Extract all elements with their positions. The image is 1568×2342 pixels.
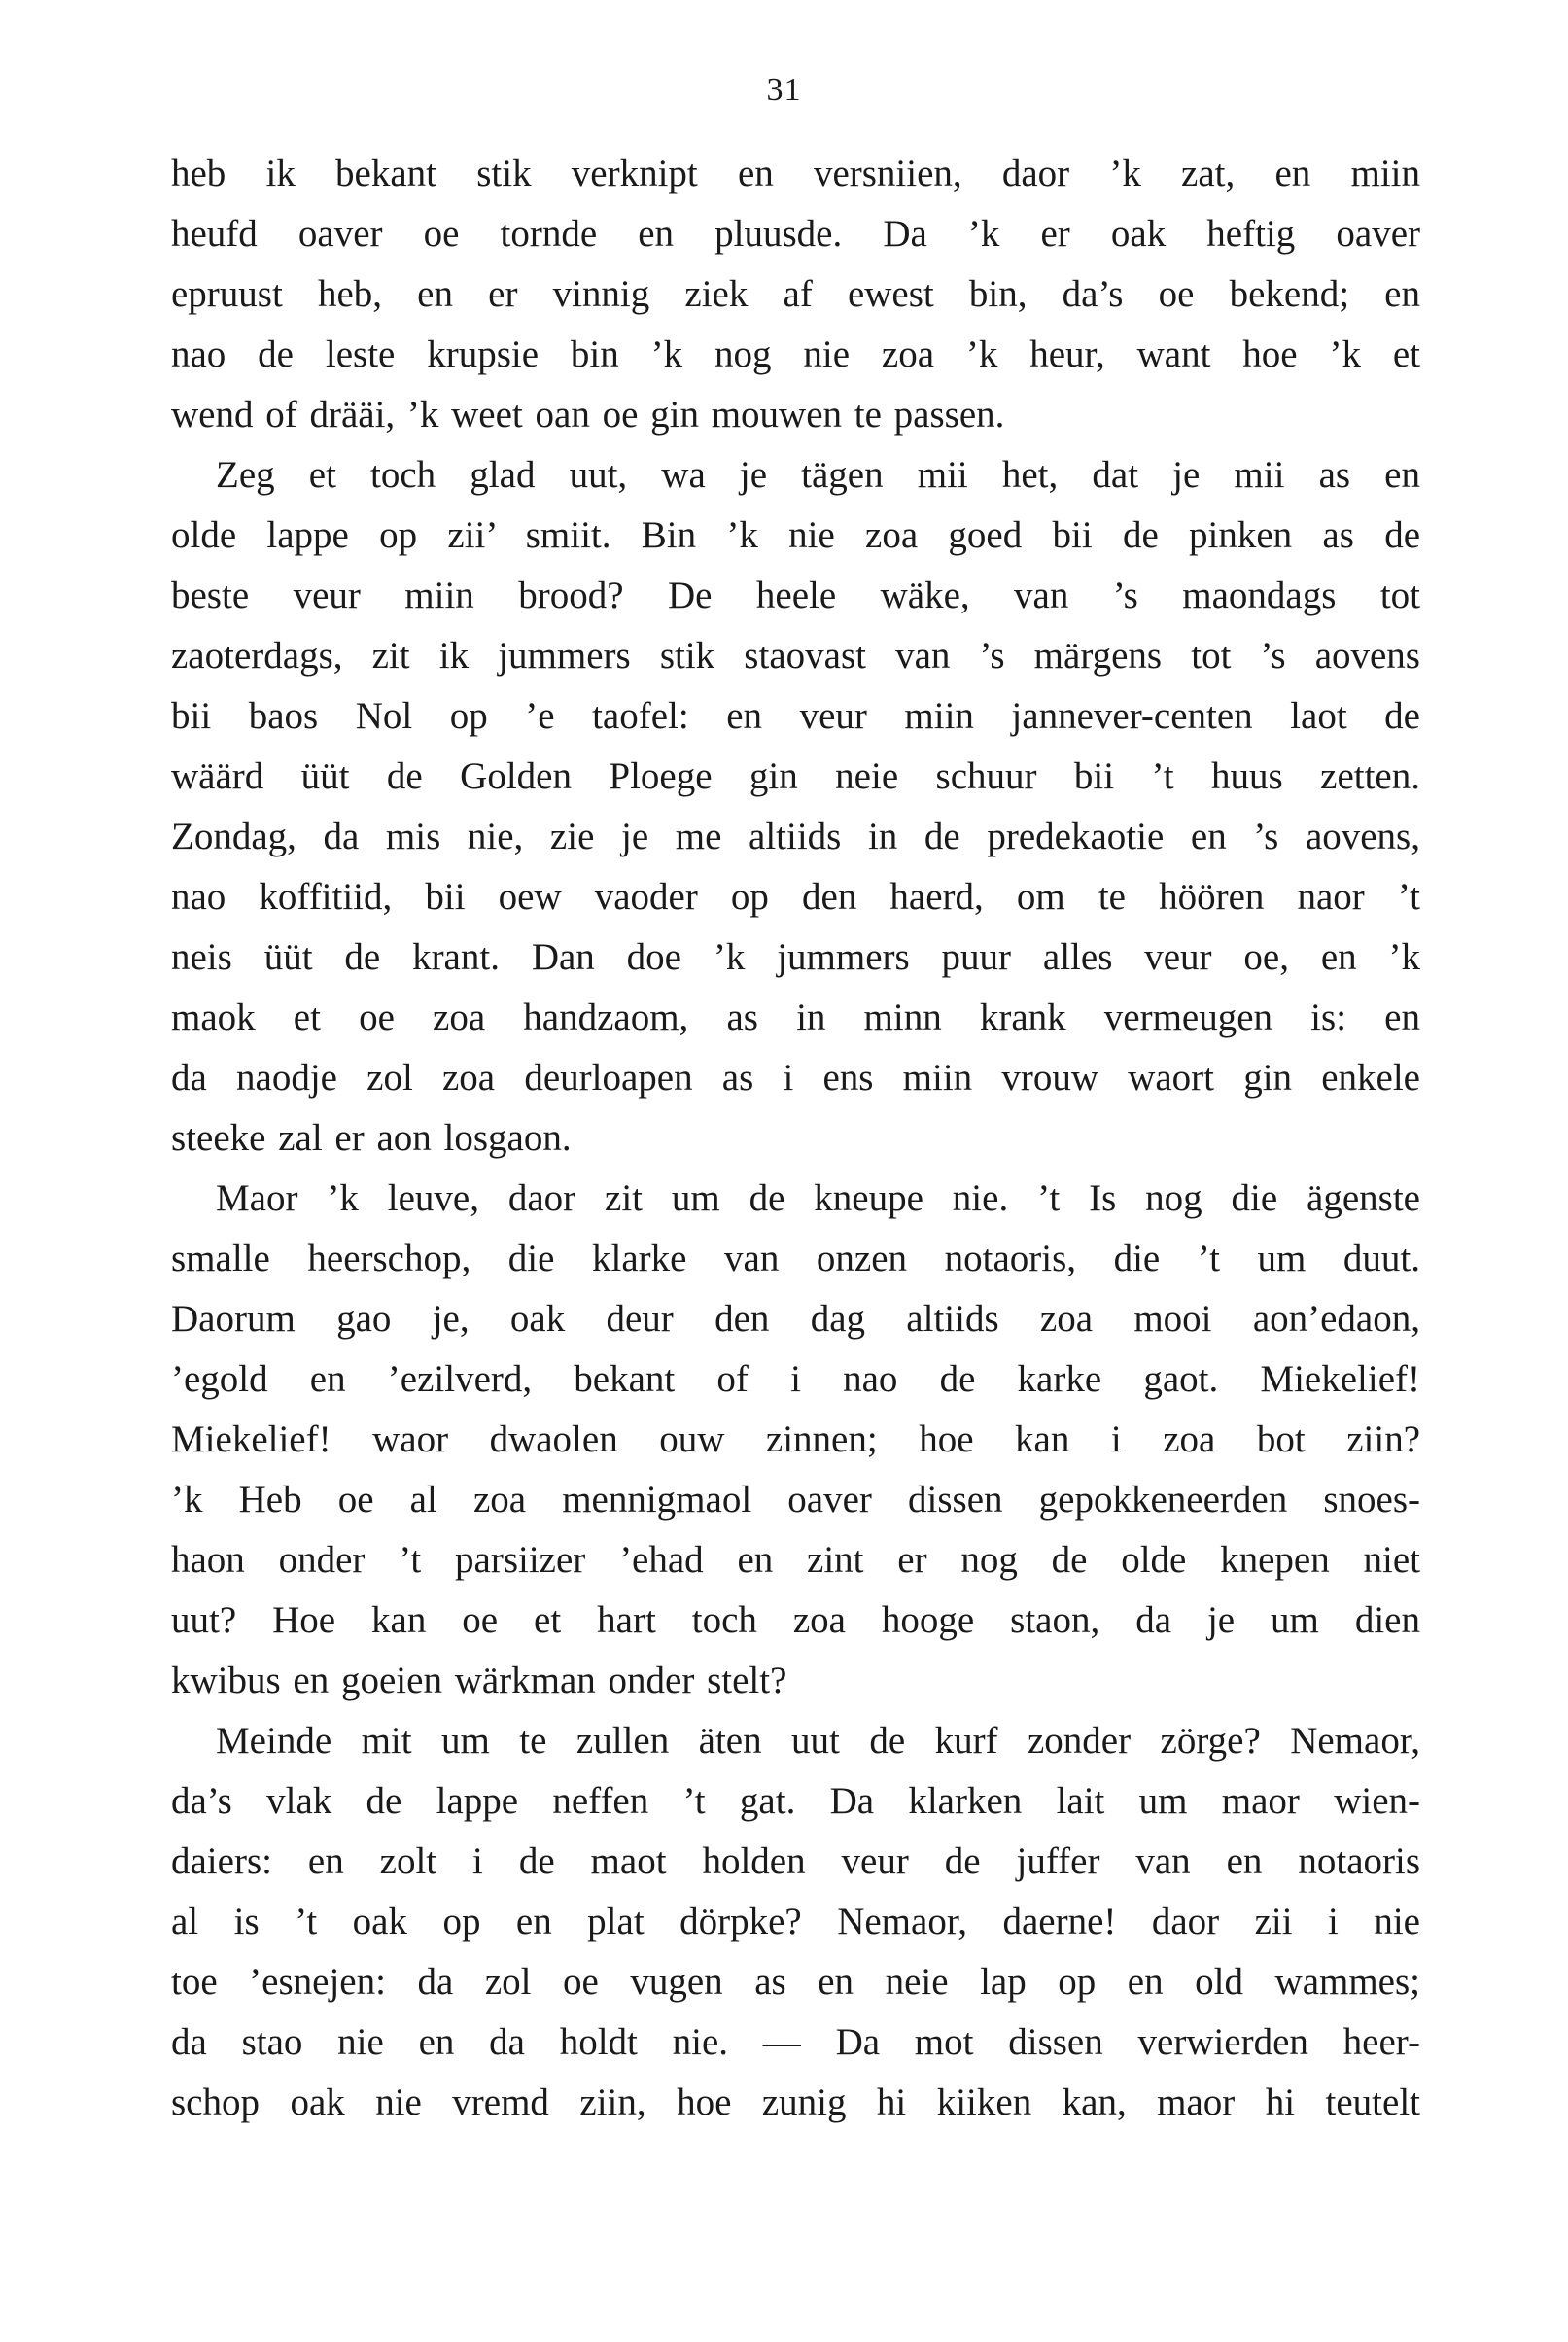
text-line: wäärd üüt de Golden Ploege gin neie schuur bii ’t huus zetten. [171,755,1420,797]
text-line: beste veur miin brood? De heele wäke, van ’s maondags tot [171,575,1420,616]
body-text [171,144,1420,2133]
text-line: ’egold en ’ezilverd, bekant of i nao de karke gaot. Miekelief! [171,1358,1420,1400]
text-line: al is ’t oak op en plat dörpke? Nemaor, daerne! daor zii i nie [171,1901,1420,1942]
text-line: da’s vlak de lappe neffen ’t gat. Da klarken lait um maor wien- [171,1780,1420,1822]
text-line: haon onder ’t parsiizer ’ehad en zint er nog de olde knepen niet [171,1539,1420,1581]
text-line: Maor ’k leuve, daor zit um de kneupe nie. ’t Is nog die ägenste [216,1177,1420,1219]
text-line: olde lappe op zii’ smiit. Bin ’k nie zoa goed bii de pinken as de [171,514,1420,556]
text-line: daiers: en zolt i de maot holden veur de juffer van en notaoris [171,1840,1420,1882]
text-line: Daorum gao je, oak deur den dag altiids zoa mooi aon’edaon, [171,1298,1420,1340]
text-line: zaoterdags, zit ik jummers stik staovast van ’s märgens tot ’s aovens [171,635,1420,677]
text-line: epruust heb, en er vinnig ziek af ewest bin, da’s oe bekend; en [171,273,1420,315]
text-line: smalle heerschop, die klarke van onzen notaoris, die ’t um duut. [171,1238,1420,1279]
text-line: ’k Heb oe al zoa mennigmaol oaver dissen gepokkeneerden snoes- [171,1479,1420,1521]
text-line: steeke zal er aon losgaon. [171,1117,572,1159]
text-line: da stao nie en da holdt nie. — Da mot dissen verwierden heer- [171,2021,1420,2063]
text-line: wend of drääi, ’k weet oan oe gin mouwen te passen. [171,394,1005,436]
text-line: uut? Hoe kan oe et hart toch zoa hooge staon, da je um dien [171,1599,1420,1641]
text-line: heufd oaver oe tornde en pluusde. Da ’k er oak heftig oaver [171,213,1420,255]
text-line: maok et oe zoa handzaom, as in minn krank vermeugen is: en [171,996,1420,1038]
text-line: neis üüt de krant. Dan doe ’k jummers puur alles veur oe, en ’k [171,936,1420,978]
text-line: kwibus en goeien wärkman onder stelt? [171,1660,787,1701]
text-line: da naodje zol zoa deurloapen as i ens miin vrouw waort gin enkele [171,1057,1420,1099]
text-line: heb ik bekant stik verknipt en versniien, daor ’k zat, en miin [171,153,1420,194]
text-line: nao koffitiid, bii oew vaoder op den haerd, om te höören naor ’t [171,876,1420,918]
text-line: Meinde mit um te zullen äten uut de kurf zonder zörge? Nemaor, [216,1720,1420,1762]
text-line: Zeg et toch glad uut, wa je tägen mii het, dat je mii as en [216,454,1420,496]
text-line: Miekelief! waor dwaolen ouw zinnen; hoe kan i zoa bot ziin? [171,1418,1420,1460]
text-line: schop oak nie vremd ziin, hoe zunig hi kiiken kan, maor hi teutelt [171,2081,1420,2123]
page-number: 31 [766,72,802,108]
text-line: nao de leste krupsie bin ’k nog nie zoa ’k heur, want hoe ’k et [171,333,1420,375]
text-line: toe ’esnejen: da zol oe vugen as en neie lap op en old wammes; [171,1961,1420,2003]
text-line: bii baos Nol op ’e taofel: en veur miin jannever-centen laot de [171,695,1420,737]
text-line: Zondag, da mis nie, zie je me altiids in de predekaotie en ’s aovens, [171,816,1420,857]
